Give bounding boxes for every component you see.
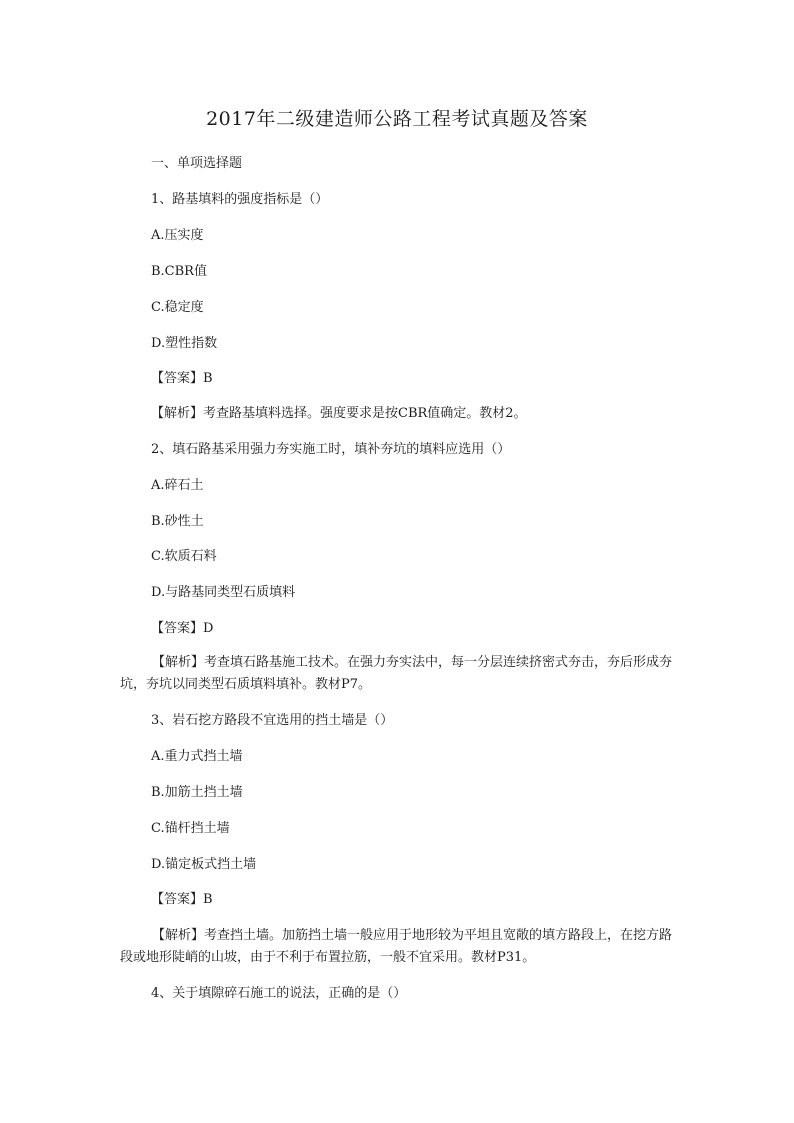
analysis-text: 【解析】考查填石路基施工技术。在强力夯实法中，每一分层连续挤密式夯击，夯后形成夯坑，夯坑以同类型石质填料填补。教材P7。: [120, 655, 673, 692]
section-heading: 一、单项选择题: [151, 156, 243, 171]
option-a: A.重力式挡土墙: [151, 749, 243, 764]
option-d: D.与路基同类型石质填料: [151, 585, 296, 600]
question-stem: 2、填石路基采用强力夯实施工时，填补夯坑的填料应选用（）: [151, 442, 511, 457]
option-b: B.加筋土挡土墙: [151, 785, 243, 800]
analysis-paragraph: [120, 925, 680, 969]
option-a: A.碎石土: [151, 478, 204, 493]
answer-line: 【答案】D: [151, 621, 214, 636]
option-b: B.CBR值: [151, 264, 207, 279]
option-c: C.软质石料: [151, 549, 217, 564]
answer-line: 【答案】B: [151, 892, 213, 907]
option-b: B.砂性土: [151, 514, 204, 529]
option-c: C.锚杆挡土墙: [151, 821, 230, 836]
analysis-line: 【解析】考查路基填料选择。强度要求是按CBR值确定。教材2。: [151, 406, 527, 421]
analysis-text: 【解析】考查挡土墙。加筋挡土墙一般应用于地形较为平坦且宽敞的填方路段上，在挖方路段或地形陡峭的山坡，由于不利于布置拉筋，一般不宜采用。教材P31。: [120, 928, 673, 965]
option-d: D.锚定板式挡土墙: [151, 857, 257, 872]
document-title: 2017年二级建造师公路工程考试真题及答案: [206, 108, 588, 130]
option-a: A.压实度: [151, 228, 204, 243]
option-d: D.塑性指数: [151, 336, 218, 351]
question-stem: 4、关于填隙碎石施工的说法，正确的是（）: [151, 986, 407, 1001]
question-stem: 3、岩石挖方路段不宜选用的挡土墙是（）: [151, 713, 394, 728]
option-c: C.稳定度: [151, 300, 204, 315]
answer-line: 【答案】B: [151, 371, 213, 386]
analysis-paragraph: [120, 652, 680, 696]
question-stem: 1、路基填料的强度指标是（）: [151, 192, 329, 207]
